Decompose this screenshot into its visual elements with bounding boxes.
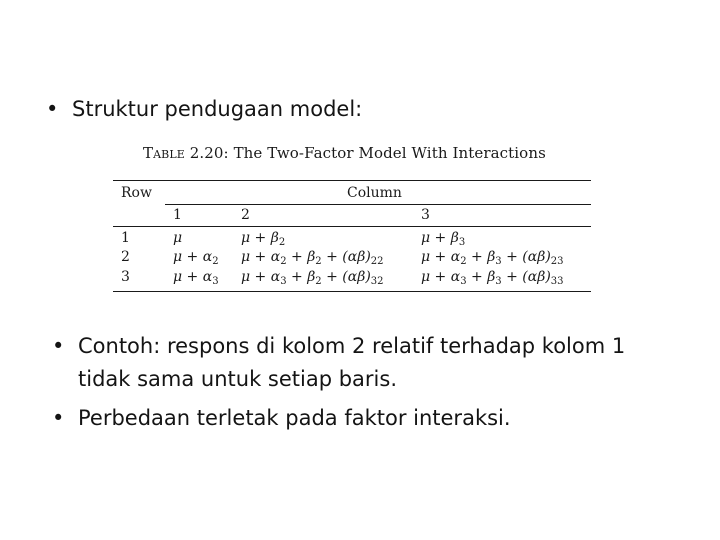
header-bottom-rule (113, 226, 591, 227)
cell-r2-c1: $\mu + \alpha_2$ (173, 249, 219, 267)
row-label-2: 2 (121, 249, 130, 265)
bullet-interaction-factor (52, 404, 702, 434)
bullet-text: Struktur pendugaan model: (72, 97, 363, 121)
cell-r3-c1: $\mu + \alpha_3$ (173, 269, 219, 287)
column-number-3: 3 (421, 207, 430, 223)
cell-r2-c3: $\mu + \alpha_2 + \beta_3 + (\alpha\beta)_{23}$ (421, 249, 564, 267)
table-caption-label: Table 2.20: (143, 144, 229, 162)
bullet-text: Perbedaan terletak pada faktor interaksi. (78, 406, 511, 430)
bullet-text-line-1: Contoh: respons di kolom 2 relatif terhadap kolom 1 (78, 334, 626, 358)
bullet-text-line-2: tidak sama untuk setiap baris. (78, 367, 397, 391)
table-caption (143, 144, 546, 162)
column-number-1: 1 (173, 207, 182, 223)
cell-r3-c3: $\mu + \alpha_3 + \beta_3 + (\alpha\beta)_{33}$ (421, 269, 564, 287)
cell-r1-c1: μ (173, 230, 183, 246)
bullet-marker: • (52, 406, 65, 430)
column-number-2: 2 (241, 207, 250, 223)
bullet-example (52, 332, 702, 392)
table-top-rule (113, 180, 591, 181)
table-caption-title: The Two-Factor Model With Interactions (233, 144, 546, 162)
bullet-marker: • (52, 334, 65, 358)
cell-r1-c3: $\mu + \beta_3$ (421, 230, 466, 248)
cell-r2-c2: $\mu + \alpha_2 + \beta_2 + (\alpha\beta)_{22}$ (241, 249, 384, 267)
row-label-1: 1 (121, 230, 130, 246)
cell-r1-c2: $\mu + \beta_2$ (241, 230, 286, 248)
column-group-rule (165, 204, 591, 205)
column-group-header: Column (347, 185, 402, 201)
cell-r3-c2: $\mu + \alpha_3 + \beta_2 + (\alpha\beta)_{32}$ (241, 269, 384, 287)
table-bottom-rule (113, 291, 591, 292)
row-label-3: 3 (121, 269, 130, 285)
row-header: Row (121, 185, 152, 201)
table-figure (113, 140, 593, 295)
bullet-model-structure (46, 95, 646, 125)
bullet-marker: • (46, 97, 59, 121)
